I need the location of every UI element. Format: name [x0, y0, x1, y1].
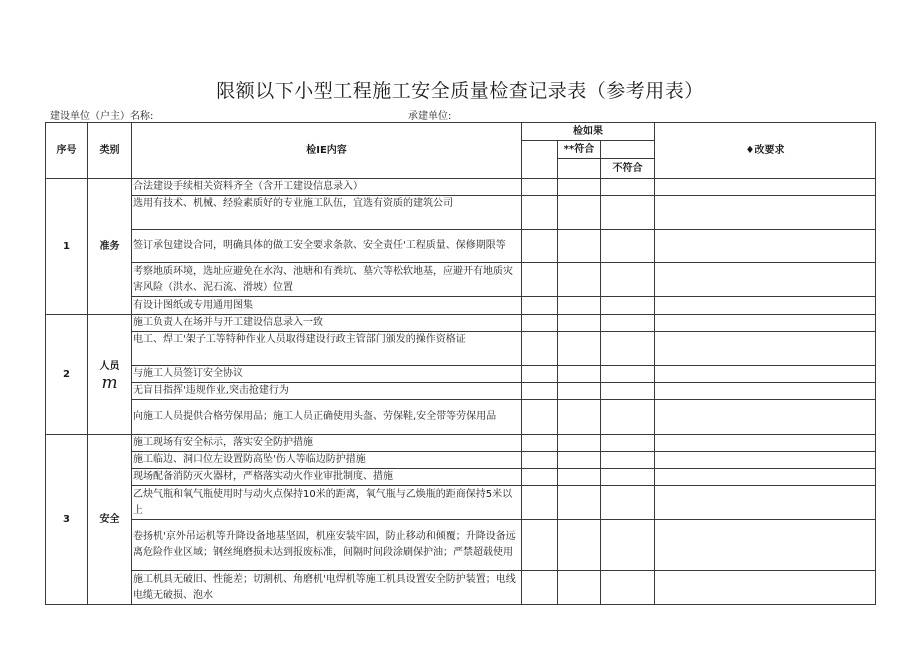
result-cell[interactable]	[522, 383, 558, 400]
category-label: 安全	[99, 513, 120, 525]
conform-cell[interactable]	[558, 452, 601, 469]
nonconform-cell[interactable]	[601, 179, 655, 196]
conform-cell[interactable]	[558, 435, 601, 452]
requirement-cell[interactable]	[655, 332, 876, 366]
check-item: 现场配备消防灭火器材，严格落实动火作业审批制度、措施	[132, 469, 522, 486]
result-cell[interactable]	[522, 400, 558, 435]
nonconform-cell[interactable]	[601, 196, 655, 230]
requirement-cell[interactable]	[655, 469, 876, 486]
result-cell[interactable]	[522, 520, 558, 571]
header-nonconform: 不符合	[601, 159, 655, 179]
header-seq: 序号	[46, 123, 88, 179]
conform-cell[interactable]	[558, 366, 601, 383]
result-cell[interactable]	[522, 469, 558, 486]
result-cell[interactable]	[522, 332, 558, 366]
check-item: 施工机具无破旧、性能差；切割机、角磨机'电焊机等施工机具设置安全防护装置；电线电缆无破损、泡水	[132, 571, 522, 605]
result-cell[interactable]	[522, 179, 558, 196]
conform-cell[interactable]	[558, 332, 601, 366]
requirement-cell[interactable]	[655, 571, 876, 605]
requirement-cell[interactable]	[655, 179, 876, 196]
inspection-table	[45, 122, 876, 605]
header-content: 检IE内容	[132, 123, 522, 179]
conform-cell[interactable]	[558, 179, 601, 196]
requirement-cell[interactable]	[655, 315, 876, 332]
check-item: 施工临边、洞口位左设置防高坠'伤人等临边防护措施	[132, 452, 522, 469]
section-number: 3	[46, 435, 88, 605]
requirement-cell[interactable]	[655, 486, 876, 520]
category-handwritten-mark: m	[101, 372, 118, 393]
nonconform-cell[interactable]	[601, 486, 655, 520]
nonconform-cell[interactable]	[601, 332, 655, 366]
conform-cell[interactable]	[558, 486, 601, 520]
conform-cell[interactable]	[558, 263, 601, 297]
requirement-cell[interactable]	[655, 263, 876, 297]
conform-cell[interactable]	[558, 315, 601, 332]
check-item: 施工负责人在场并与开工建设信息录入一致	[132, 315, 522, 332]
conform-cell[interactable]	[558, 571, 601, 605]
check-item: 有设计图纸或专用通用图集	[132, 297, 522, 315]
requirement-cell[interactable]	[655, 520, 876, 571]
conform-cell[interactable]	[558, 520, 601, 571]
check-item: 合法建设手续相关资料齐全（含开工建设信息录入）	[132, 179, 522, 196]
requirement-cell[interactable]	[655, 435, 876, 452]
section-number: 1	[46, 179, 88, 315]
result-cell[interactable]	[522, 452, 558, 469]
section-number: 2	[46, 315, 88, 435]
conform-cell[interactable]	[558, 230, 601, 263]
nonconform-cell[interactable]	[601, 435, 655, 452]
nonconform-cell[interactable]	[601, 520, 655, 571]
requirement-cell[interactable]	[655, 452, 876, 469]
conform-cell[interactable]	[558, 297, 601, 315]
nonconform-cell[interactable]	[601, 571, 655, 605]
check-item: 考察地质环境，选址应避免在水沟、池塘和有粪坑、墓穴等松软地基，应避开有地质灾害风险（洪水、泥石流、滑坡）位置	[132, 263, 522, 297]
requirement-cell[interactable]	[655, 196, 876, 230]
check-item: 卷扬机'京外吊运机等升降设备地基坚固，机座安装牢固，防止移动和倾覆；升降设备远离危险作业区域；钢丝绳磨损未达到报废标准，间隔时间段涂刷保护油；严禁超载使用	[132, 520, 522, 571]
page-title: 限额以下小型工程施工安全质量检查记录表（参考用表）	[216, 80, 704, 102]
nonconform-cell[interactable]	[601, 383, 655, 400]
result-cell[interactable]	[522, 230, 558, 263]
category-label: 人员	[99, 360, 120, 372]
header-blank-cell	[522, 141, 558, 179]
nonconform-cell[interactable]	[601, 230, 655, 263]
header-blank-cell	[558, 159, 601, 179]
conform-cell[interactable]	[558, 400, 601, 435]
conform-cell[interactable]	[558, 196, 601, 230]
nonconform-cell[interactable]	[601, 400, 655, 435]
check-item: 乙炔气瓶和氧气瓶使用时与动火点保持10米的距离，氧气瓶与乙焕瓶的距商保持5米以上	[132, 486, 522, 520]
contractor-label: 承建单位:	[408, 111, 452, 122]
nonconform-cell[interactable]	[601, 315, 655, 332]
check-item: 施工现场有安全标示，落实安全防护措施	[132, 435, 522, 452]
section-category	[88, 315, 132, 435]
check-item: 签订承包建设合同，明确具体的做工安全要求条款、安全责任'工程质量、保修期限等	[132, 230, 522, 263]
check-item: 与施工人员签订安全协议	[132, 366, 522, 383]
requirement-cell[interactable]	[655, 297, 876, 315]
check-item: 无盲目指挥'违规作业,突击抢建行为	[132, 383, 522, 400]
result-cell[interactable]	[522, 263, 558, 297]
category-label: 准务	[99, 240, 120, 252]
result-cell[interactable]	[522, 571, 558, 605]
result-cell[interactable]	[522, 486, 558, 520]
header-result: 检如果	[522, 123, 655, 141]
nonconform-cell[interactable]	[601, 366, 655, 383]
nonconform-cell[interactable]	[601, 263, 655, 297]
result-cell[interactable]	[522, 315, 558, 332]
requirement-cell[interactable]	[655, 400, 876, 435]
result-cell[interactable]	[522, 196, 558, 230]
result-cell[interactable]	[522, 297, 558, 315]
result-cell[interactable]	[522, 435, 558, 452]
check-item: 选用有技术、机械、经验素质好的专业施工队伍，宜选有资质的建筑公司	[132, 196, 522, 230]
section-category	[88, 179, 132, 315]
requirement-cell[interactable]	[655, 230, 876, 263]
check-item: 电工、焊工'架子工等特种作业人员取得建设行政主管部门颁发的操作资格证	[132, 332, 522, 366]
conform-cell[interactable]	[558, 383, 601, 400]
section-category	[88, 435, 132, 605]
requirement-cell[interactable]	[655, 366, 876, 383]
header-category: 类别	[88, 123, 132, 179]
nonconform-cell[interactable]	[601, 469, 655, 486]
header-conform: **符合	[558, 141, 601, 159]
nonconform-cell[interactable]	[601, 452, 655, 469]
header-requirement: ♦改要求	[655, 123, 876, 179]
owner-name-label: 建设单位（户主）名称:	[50, 111, 154, 122]
result-cell[interactable]	[522, 366, 558, 383]
check-item: 向施工人员提供合格劳保用品；施工人员正确使用头盔、劳保鞋,安全带等劳保用品	[132, 400, 522, 435]
requirement-cell[interactable]	[655, 383, 876, 400]
header-blank-cell	[601, 141, 655, 159]
conform-cell[interactable]	[558, 469, 601, 486]
nonconform-cell[interactable]	[601, 297, 655, 315]
